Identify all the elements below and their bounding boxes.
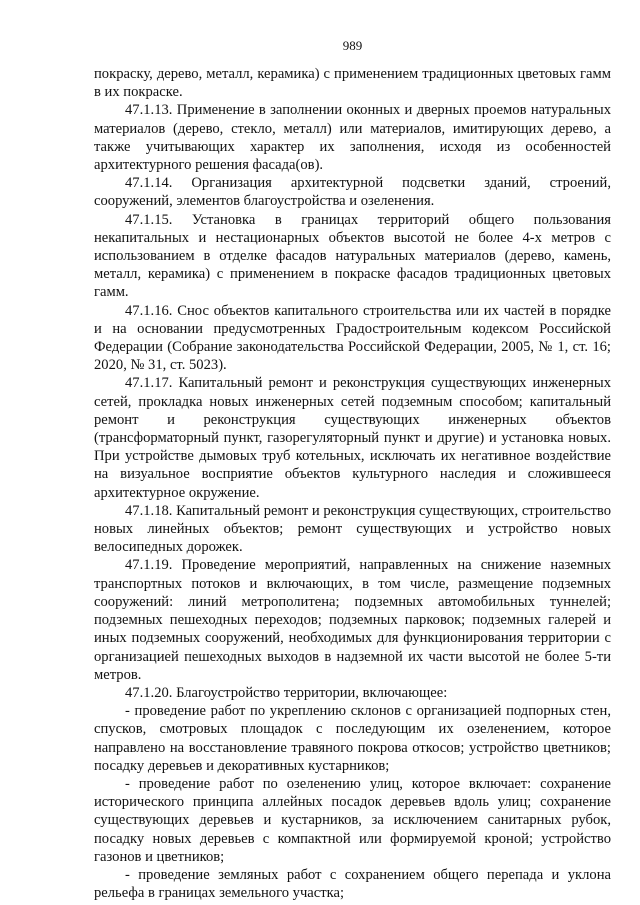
paragraph-47-1-20: 47.1.20. Благоустройство территории, включающее: xyxy=(125,684,448,701)
paragraph-47-1-17: 47.1.17. Капитальный ремонт и реконструкция существующих инженерных сетей, прокладка новых инженерных сетей подземным способом; капитальный ремонт и реконструкция существующих инженерных объектов (трансформаторный пункт, газорегуляторный пункт и другие) и установка новых. При устройстве дымовых труб котельных, исключать их негативное воздействие на визуальное восприятие объектов культурного наследия и сложившееся архитектурное окружение. xyxy=(94,375,611,501)
paragraph-47-1-15: 47.1.15. Установка в границах территорий общего пользования некапитальных и нестационарных объектов высотой не более 4-х метров с использованием в отделке фасадов натуральных материалов (дерево, камень, металл, керамика) с применением в покраске фасадов традиционных цветовых гамм. xyxy=(94,211,611,301)
paragraph-47-1-19: 47.1.19. Проведение мероприятий, направленных на снижение наземных транспортных потоков и включающих, в том числе, размещение подземных сооружений: линий метрополитена; подземных автомобильных туннелей; подземных пешеходных переходов; подземных парковок; подземных галерей и иных подземных сооружений, необходимых для функционирования территории с организацией пешеходных выходов в надземной их части высотой не более 5-ти метров. xyxy=(94,557,611,683)
paragraph-47-1-18: 47.1.18. Капитальный ремонт и реконструкция существующих, строительство новых линейных объектов; ремонт существующих и устройство новых велосипедных дорожек. xyxy=(94,502,611,556)
paragraph-47-1-13: 47.1.13. Применение в заполнении оконных и дверных проемов натуральных материалов (дерево, стекло, металл) или материалов, имитирующих дерево, а также учитывающих характер их заполнения, исходя из особенностей архитектурного решения фасада(ов). xyxy=(94,102,611,174)
paragraph-continuation: покраску, дерево, металл, керамика) с применением традиционных цветовых гамм в их покраске. xyxy=(94,66,611,101)
list-item-greening: - проведение работ по озеленению улиц, которое включает: сохранение исторического принципа аллейных посадок деревьев вдоль улиц; сохранение существующих деревьев и кустарников, за исключением санитарных рубок, посадку новых деревьев с компактной или формируемой кроной; устройство газонов и цветников; xyxy=(94,775,611,865)
page-number: 989 xyxy=(342,38,363,53)
paragraph-47-1-14: 47.1.14. Организация архитектурной подсветки зданий, строений, сооружений, элементов благоустройства и озеленения. xyxy=(94,175,611,210)
list-item-slopes: - проведение работ по укреплению склонов с организацией подпорных стен, спусков, смотровых площадок с последующим их озеленением, которое направлено на восстановление травяного покрова откосов; устройство цветников; посадку деревьев и декоративных кустарников; xyxy=(94,703,611,774)
paragraph-47-1-16: 47.1.16. Снос объектов капитального строительства или их частей в порядке и на основании предусмотренных Градостроительным кодексом Российской Федерации (Собрание законодательства Российской Федерации, 2005, № 1, ст. 16; 2020, № 31, ст. 5023). xyxy=(94,302,611,374)
document-body xyxy=(94,65,611,902)
list-item-earthworks: - проведение земляных работ с сохранением общего перепада и уклона рельефа в границах земельного участка; xyxy=(94,866,611,902)
